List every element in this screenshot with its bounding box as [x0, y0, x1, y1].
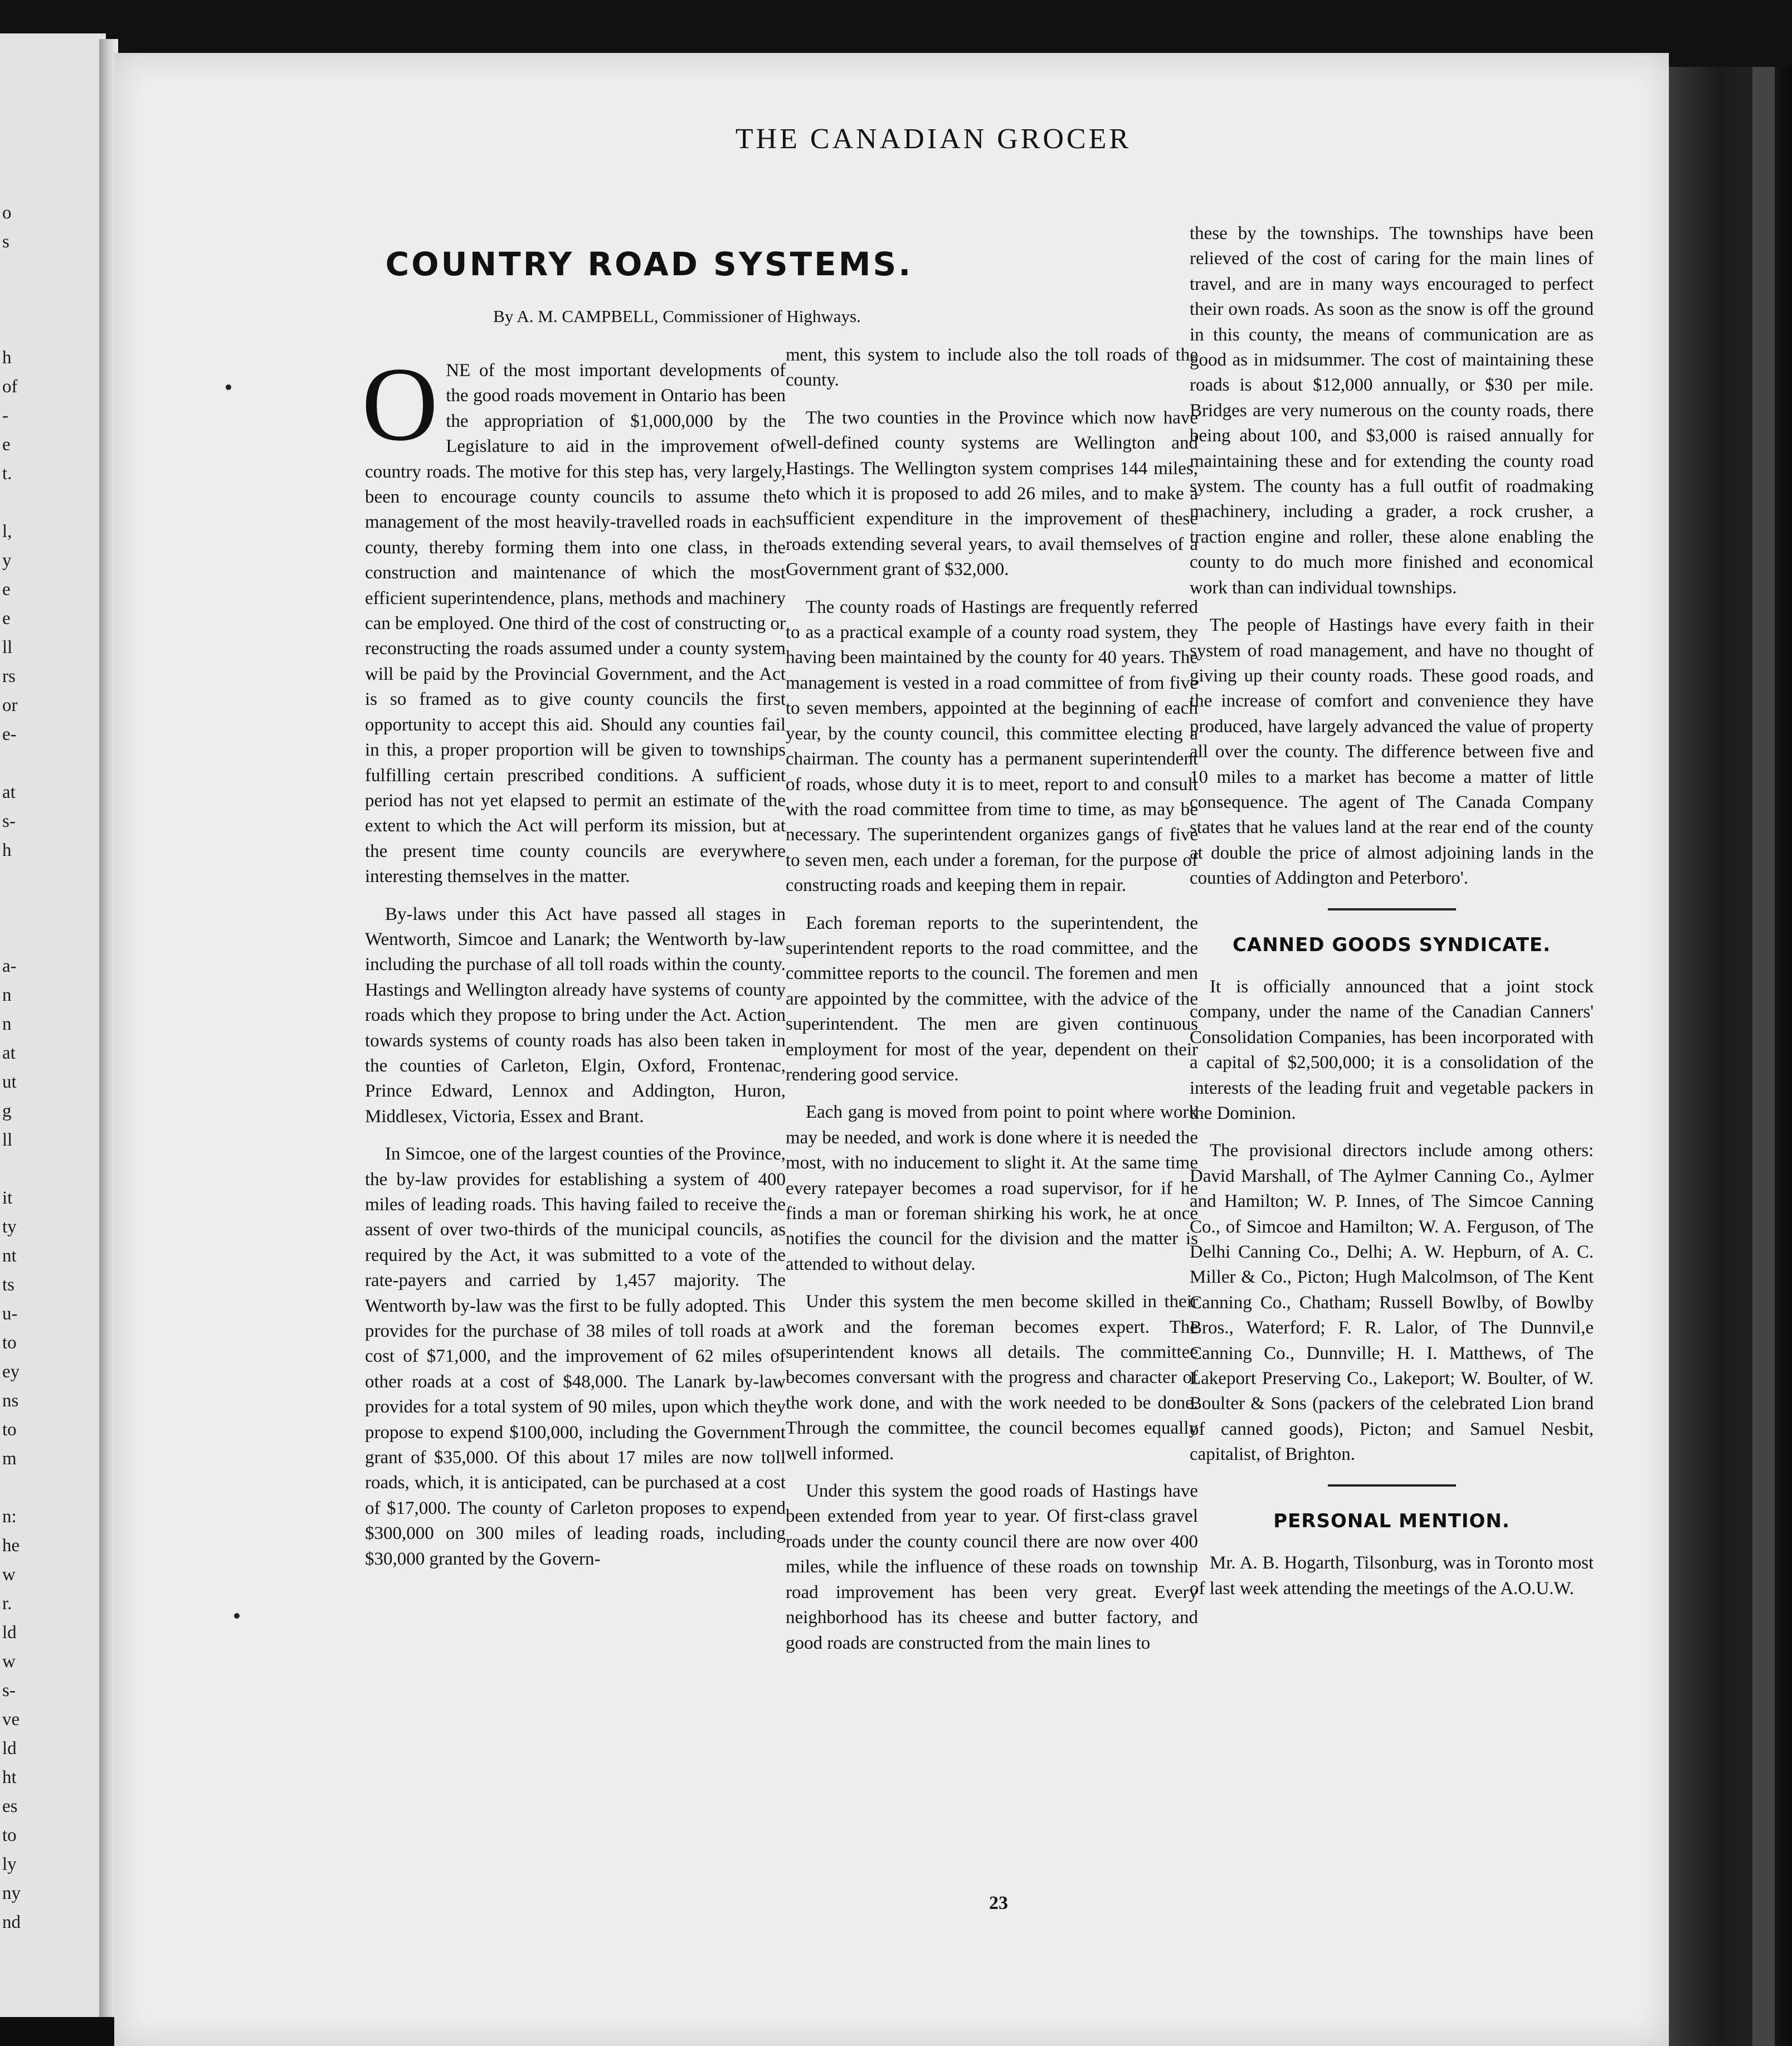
facing-page-fragment: it [2, 1188, 13, 1208]
facing-page-fragment: ht [2, 1767, 17, 1787]
facing-page-fragment: y [2, 551, 12, 571]
section-divider [1328, 908, 1456, 910]
article-byline: By A. M. CAMPBELL, Commissioner of Highways. [493, 306, 861, 326]
page-number: 23 [989, 1893, 1008, 1913]
facing-page-fragment: e [2, 435, 11, 455]
personal-mention-paragraph: Mr. A. B. Hogarth, Tilsonburg, was in Toronto most of last week attending the meetings of the A.O.U.W. [1190, 1553, 1594, 1599]
facing-page-fragment: s [2, 232, 9, 252]
column-3 [1190, 221, 1594, 1614]
facing-page-fragment: o [2, 203, 12, 223]
column-2 [786, 343, 1198, 1668]
facing-page-fragment: he [2, 1536, 20, 1556]
canned-goods-paragraph: It is officially announced that a joint stock company, under the name of the Canadian Canners' Consolidation Companies, has been incorporated with a capital of $2,500,000; it is a consolidation of the interests of the leading fruit and vegetable packers in the Dominion. [1190, 976, 1594, 1123]
column-1 [362, 346, 786, 1584]
facing-page-fragment: ld [2, 1623, 17, 1643]
facing-page-fragment: e [2, 608, 11, 629]
facing-page-fragment: ey [2, 1362, 20, 1382]
facing-page-fragment: ld [2, 1738, 17, 1758]
facing-page-fragment: ll [2, 637, 13, 657]
magazine-page [114, 53, 1669, 2046]
book-edge [1669, 67, 1792, 2046]
facing-page-fragment: ll [2, 1130, 13, 1150]
facing-page-fragment: - [2, 406, 8, 426]
article-paragraph: Each foreman reports to the superintendent, the superintendent reports to the road committee, and the committee reports to the council. The foremen and men are appointed by the committee, with the advice of the superintendent. The men are given continuous employment for most of the year, dependent on their rendering good service. [786, 913, 1198, 1085]
canned-goods-heading: CANNED GOODS SYNDICATE. [1232, 933, 1551, 956]
facing-page-fragment: at [2, 782, 16, 802]
facing-page-fragment: n: [2, 1507, 17, 1527]
article-paragraph: The county roads of Hastings are frequently referred to as a practical example of a county road system, they having been maintained by the county for 40 years. The management is vested in a road committee of from five to seven members, appointed at the beginning of each year, by the county council, this committee electing a chairman. The county has a permanent superintendent of roads, whose duty it is to meet, report to and consult with the road committee from time to time, as may be necessary. The superintendent organizes gangs of five to seven men, each under a foreman, for the purpose of constructing roads and keeping them in repair. [786, 597, 1198, 896]
facing-page-fragment: to [2, 1825, 17, 1845]
drop-cap: O [362, 346, 439, 463]
facing-page-fragment: e [2, 579, 11, 600]
article-paragraph: ment, this system to include also the toll roads of the county. [786, 345, 1198, 391]
article-paragraph [362, 346, 786, 890]
facing-page-fragment: g [2, 1101, 12, 1121]
facing-page-fragment: ut [2, 1072, 17, 1092]
facing-page-fragment: nt [2, 1246, 17, 1266]
facing-page-fragment: es [2, 1796, 18, 1816]
facing-page-fragment: ns [2, 1391, 19, 1411]
facing-page-fragment: to [2, 1333, 17, 1353]
facing-page-fragment: rs [2, 666, 16, 686]
article-paragraph: In Simcoe, one of the largest counties of the Province, the by-law provides for establishing a system of 400 miles of leading roads. This having failed to receive the assent of over two-thirds of the municipal councils, as required by the Act, it was submitted to a vote of the rate-payers and carried by 1,457 majority. The Wentworth by-law was the first to be fully adopted. This provides for the purchase of 38 miles of toll roads at a cost of $71,000, and the improvement of 62 miles of other roads at a cost of $48,000. The Lanark by-law provides for a total system of 90 miles, upon which they propose to expend $100,000, including the Government grant of $35,000. Of this about 17 miles are now toll roads, which, it is anticipated, can be purchased at a cost of $17,000. The county of Carleton proposes to expend $300,000 on 300 miles of leading roads, including $30,000 granted by the Govern- [365, 1144, 786, 1569]
facing-page-fragment: at [2, 1043, 16, 1063]
facing-page-fragment: to [2, 1420, 17, 1440]
facing-page-fragment: l, [2, 522, 12, 542]
facing-page-fragment: ve [2, 1709, 20, 1730]
facing-page-fragment: nd [2, 1912, 21, 1932]
paragraph-text: NE of the most important developments of the good roads movement in Ontario has been the appropriation of $1,000,000 by the Legislature to aid in the improvement of country roads. The motive for this step has, very largely, been to encourage county councils to assume the management of the most heavily-travelled roads in each county, thereby forming them into one class, in the construction and maintenance of which the most efficient superintendence, plans, methods and machinery can be employed. One third of the cost of constructing or reconstructing the roads assumed under a county system will be paid by the Provincial Government, and the Act is so framed as to give county councils the first opportunity to accept this aid. Should any counties fail in this, a proper proportion will be given to townships fulfilling certain prescribed conditions. A sufficient period has not yet elapsed to permit an estimate of the extent to which the Act will perform its mission, but at the present time county councils are everywhere interesting themselves in the matter. [365, 361, 786, 887]
facing-page-fragment: s- [2, 811, 16, 831]
facing-page-fragment: ny [2, 1883, 21, 1903]
facing-page-fragment: t. [2, 464, 12, 484]
facing-page-fragment: ty [2, 1217, 17, 1237]
facing-page-fragment: h [2, 840, 12, 860]
facing-page-fragment: m [2, 1449, 17, 1469]
facing-page-fragment: a- [2, 956, 17, 976]
facing-page-fragment: n [2, 1014, 12, 1034]
article-title: COUNTRY ROAD SYSTEMS. [385, 245, 913, 283]
facing-page-fragment: e- [2, 724, 17, 744]
margin-mark [226, 384, 231, 390]
facing-page-fragment: s- [2, 1680, 16, 1701]
personal-mention-heading: PERSONAL MENTION. [1273, 1509, 1510, 1532]
facing-page-edge [0, 33, 106, 2017]
article-paragraph: Each gang is moved from point to point where work may be needed, and work is done where it is needed the most, with no inducement to slight it. At the same time every ratepayer becomes a road supervisor, for if he finds a man or foreman shirking his work, he at once notifies the council for the division and the matter is attended to without delay. [786, 1102, 1198, 1274]
running-head: THE CANADIAN GROCER [735, 123, 1132, 155]
facing-page-fragment: of [2, 377, 18, 397]
margin-mark [234, 1613, 240, 1619]
article-paragraph: Under this system the good roads of Hastings have been extended from year to year. Of first-class gravel roads under the county council there are now over 400 miles, while the influence of these roads on township road improvement has been very great. Every neighborhood has its cheese and butter factory, and good roads are constructed from the main lines to [786, 1481, 1198, 1653]
section-divider [1328, 1484, 1456, 1487]
facing-page-fragment: h [2, 348, 12, 368]
canned-goods-paragraph: The provisional directors include among others: David Marshall, of The Aylmer Canning Co., Aylmer and Hamilton; W. P. Innes, of The Simcoe Canning Co., of Simcoe and Hamilton; W. A. Ferguson, of The Delhi Canning Co., Delhi; A. W. Hepburn, of A. C. Miller & Co., Picton; Hugh Malcolmson, of The Kent Canning Co., Chatham; Russell Bowlby, of Bowlby Bros., Waterford; F. R. Lalor, of The Dunnvil,e Canning Co., Dunnville; H. I. Matthews, of The Lakeport Preserving Co., Lakeport; W. Boulter, of W. Boulter & Sons (packers of the celebrated Lion brand of canned goods), Picton; and Samuel Nesbit, capitalist, of Brighton. [1190, 1141, 1594, 1465]
facing-page-fragment: ts [2, 1275, 15, 1295]
facing-page-fragment: or [2, 695, 18, 715]
facing-page-fragment: n [2, 985, 12, 1005]
facing-page-fragment: ly [2, 1854, 17, 1874]
article-paragraph: By-laws under this Act have passed all stages in Wentworth, Simcoe and Lanark; the Wentworth by-law including the purchase of all toll roads within the county. Hastings and Wellington already have systems of county roads which they propose to bring under the Act. Action towards systems of county roads has also been taken in the counties of Carleton, Elgin, Oxford, Frontenac, Prince Edward, Lennox and Addington, Huron, Middlesex, Victoria, Essex and Brant. [365, 904, 786, 1127]
facing-page-fragment: u- [2, 1304, 18, 1324]
article-paragraph: Under this system the men become skilled in their work and the foreman becomes expert. The superintendent knows all details. The committee becomes conversant with the progress and character of the work done, and with the work needed to be done. Through the committee, the council becomes equally well informed. [786, 1292, 1198, 1464]
article-paragraph: these by the townships. The townships have been relieved of the cost of caring for the main lines of travel, and are in many ways encouraged to perfect their own roads. As soon as the snow is off the ground in this county, the means of communication are as good as in midsummer. The cost of maintaining these roads is about $12,000 annually, or $30 per mile. Bridges are very numerous on the county roads, there being about 100, and $3,000 is raised annually for maintaining these and for extending the county road system. The county has a full outfit of roadmaking machinery, including a grader, a rock crusher, a traction engine and roller, these alone enabling the county to do much more finished and economical work than can individual townships. [1190, 223, 1594, 598]
facing-page-fragment: w [2, 1652, 16, 1672]
facing-page-fragment: r. [2, 1594, 12, 1614]
article-paragraph: The people of Hastings have every faith in their system of road management, and have no thought of giving up their county roads. These good roads, and the increase of comfort and convenience they have produced, have largely advanced the value of property all over the county. The difference between five and 10 miles to a market has become a matter of little consequence. The agent of The Canada Company states that he values land at the rear end of the county at double the price of almost adjoining lands in the counties of Addington and Peterboro'. [1190, 615, 1594, 889]
facing-page-fragment: w [2, 1565, 16, 1585]
article-paragraph: The two counties in the Province which now have well-defined county systems are Wellington and Hastings. The Wellington system comprises 144 miles, to which it is proposed to add 26 miles, and to make a sufficient expenditure in the improvement of these roads extending several years, to avail themselves of a Government grant of $32,000. [786, 407, 1198, 580]
